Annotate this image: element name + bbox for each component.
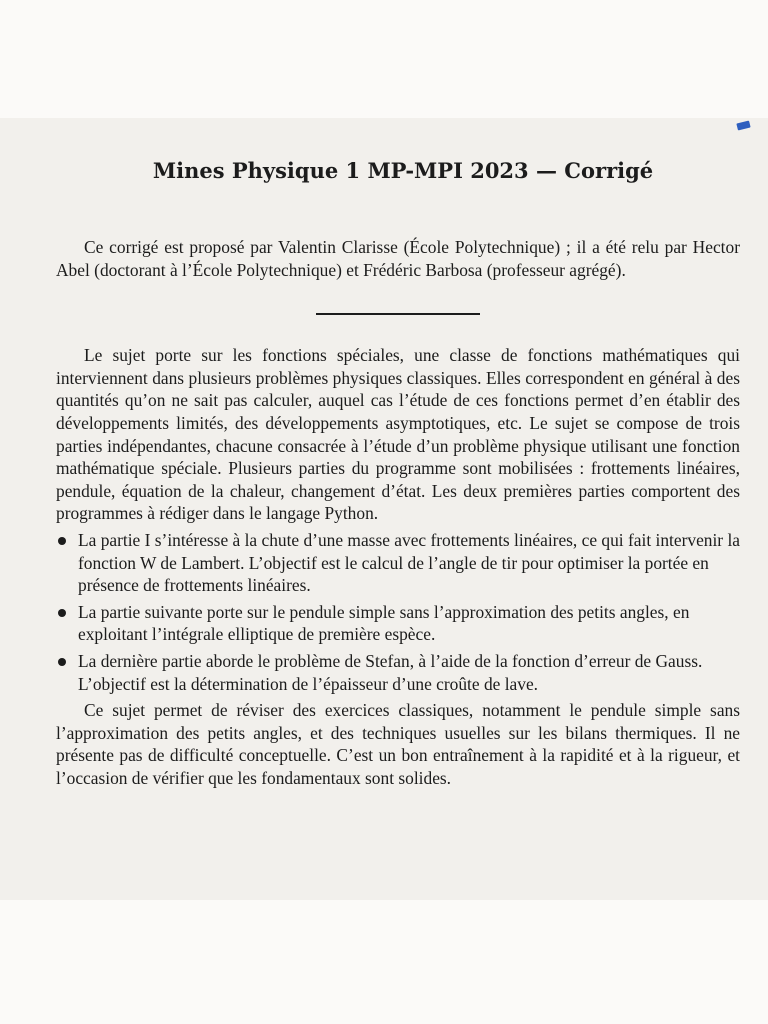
bullet-item-part-3 — [56, 650, 740, 695]
separator-rule — [316, 313, 480, 315]
bullet-text: La dernière partie aborde le problème de Stefan, à l’aide de la fonction d’erreur de Gauss. L’objectif est la détermination de l’épaisseur d’une croûte de lave. — [78, 650, 703, 694]
bullet-icon — [58, 609, 66, 617]
bullet-item-part-2 — [56, 601, 740, 646]
closing-paragraph: Ce sujet permet de réviser des exercices classiques, notamment le pendule simple sans l’approximation des petits angles, et des techniques usuelles sur les bilans thermiques. Il ne présente pas de difficulté conceptuelle. C’est un bon entraînement à la rapidité et à la rigueur, et l’occasion de vérifier que les fondamentaux sont solides. — [56, 700, 740, 788]
bullet-icon — [58, 537, 66, 545]
bullet-text: La partie suivante porte sur le pendule simple sans l’approximation des petits angles, en exploitant l’intégrale elliptique de première espèce. — [78, 601, 690, 645]
credits-paragraph: Ce corrigé est proposé par Valentin Clarisse (École Polytechnique) ; il a été relu par Hector Abel (doctorant à l’École Polytechnique) et Frédéric Barbosa (professeur agrégé). — [56, 237, 740, 280]
bullet-list — [56, 529, 740, 695]
intro-paragraph: Le sujet porte sur les fonctions spéciales, une classe de fonctions mathématiques qui interviennent dans plusieurs problèmes physiques classiques. Elles correspondent en général à des quantités qu’on ne sait pas calculer, auquel cas l’étude de ces fonctions permet d’en établir des développements limités, des développements asymptotiques, etc. Le sujet se compose de trois parties indépendantes, chacune consacrée à l’étude d’un problème physique utilisant une fonction mathématique spéciale. Plusieurs parties du programme sont mobilisées : frottements linéaires, pendule, équation de la chaleur, changement d’état. Les deux premières parties comportent des programmes à rédiger dans le langage Python. — [56, 345, 740, 524]
bullet-icon — [58, 658, 66, 666]
document-content — [56, 150, 740, 789]
document-title: Mines Physique 1 MP-MPI 2023 — Corrigé — [152, 158, 654, 183]
bullet-text: La partie I s’intéresse à la chute d’une masse avec frottements linéaires, ce qui fait intervenir la fonction W de Lambert. L’objectif est le calcul de l’angle de tir pour optimiser la portée en présence de frottements linéaires. — [78, 529, 740, 596]
bullet-item-part-1 — [56, 529, 740, 597]
